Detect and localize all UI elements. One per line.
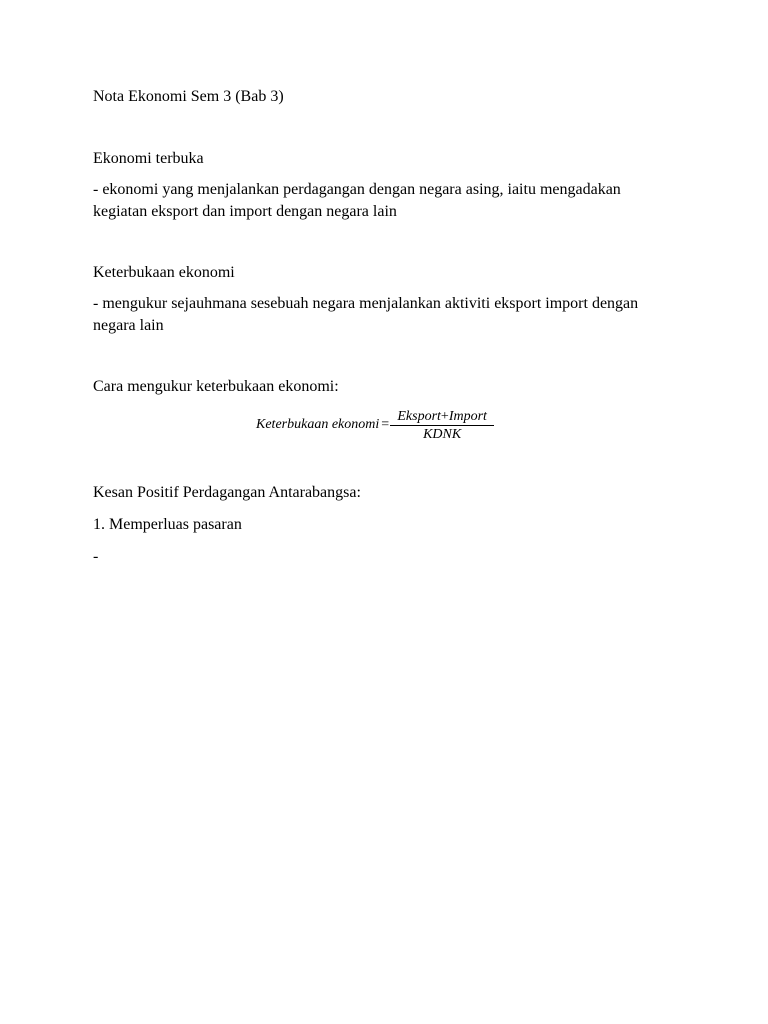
formula-plus: + <box>440 408 449 424</box>
heading-keterbukaan-ekonomi: Keterbukaan ekonomi <box>93 264 235 281</box>
definition-keterbukaan-ekonomi: - mengukur sejauhmana sesebuah negara menjalankan aktiviti eksport import dengan negara lain <box>93 295 639 334</box>
formula-numerator-import: Import <box>448 408 487 424</box>
openness-formula <box>256 405 494 445</box>
heading-cara-mengukur: Cara mengukur keterbukaan ekonomi: <box>93 378 339 395</box>
document-title: Nota Ekonomi Sem 3 (Bab 3) <box>93 88 284 105</box>
formula-equals: = <box>381 417 390 432</box>
formula-fraction <box>390 408 494 443</box>
formula-lhs: Keterbukaan ekonomi <box>256 417 380 432</box>
heading-ekonomi-terbuka: Ekonomi terbuka <box>93 150 204 167</box>
list-item-dash: - <box>93 548 99 565</box>
heading-kesan-positif: Kesan Positif Perdagangan Antarabangsa: <box>93 484 361 501</box>
formula-numerator <box>396 408 488 425</box>
list-item-memperluas-pasaran: 1. Memperluas pasaran <box>93 516 242 533</box>
formula-denominator: KDNK <box>423 426 462 442</box>
formula-numerator-eksport: Eksport <box>397 408 441 424</box>
definition-ekonomi-terbuka: - ekonomi yang menjalankan perdagangan dengan negara asing, iaitu mengadakan kegiatan eksport dan import dengan negara lain <box>93 181 621 220</box>
